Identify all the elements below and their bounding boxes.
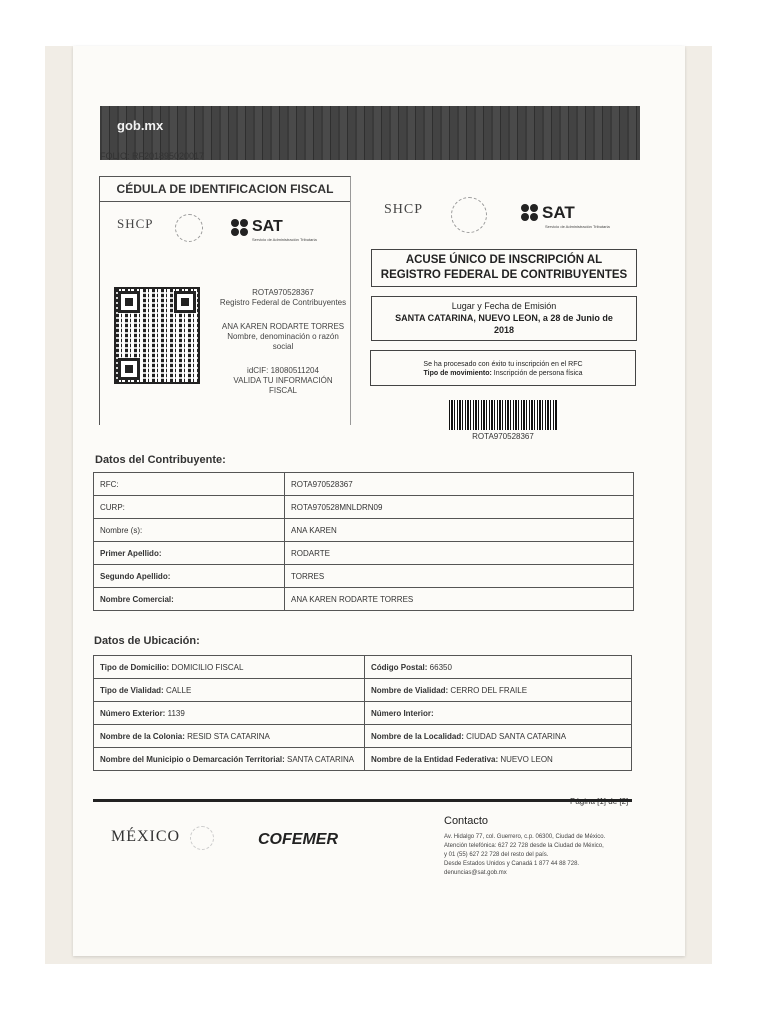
right-cell (365, 702, 632, 725)
ubicacion-table (93, 655, 632, 771)
acuse-title-line-1: ACUSE ÚNICO DE INSCRIPCIÓN AL (405, 254, 603, 266)
acuse-sat-logo-text: SAT (542, 203, 575, 222)
table-row (94, 748, 632, 771)
contact-phone-national: y 01 (55) 627 22 728 del resto del país. (444, 852, 549, 858)
cell-label: Número Interior: (371, 708, 434, 718)
table-row (94, 725, 632, 748)
cedula-name-label: Nombre, denominación o razón (227, 332, 339, 341)
cell-value: SANTA CATARINA (284, 754, 355, 764)
acuse-sat-subtitle: Servicio de Administración Tributaria (545, 224, 610, 229)
shcp-logo: SHCP (117, 216, 154, 231)
acuse-shcp-logo: SHCP (384, 202, 424, 217)
footer-divider (93, 799, 632, 802)
table-row (94, 542, 634, 565)
sat-logo-text: SAT (252, 218, 283, 235)
cofemer-logo: COFEMER (258, 831, 338, 848)
cedula-name-label-2: social (272, 342, 294, 351)
contact-phone-usa: Desde Estados Unidos y Canadá 1 877 44 88 728. (444, 861, 580, 867)
cedula-name: ANA KAREN RODARTE TORRES (221, 322, 345, 331)
row-label: Primer Apellido: (94, 542, 285, 565)
cell-value: DOMICILIO FISCAL (169, 662, 244, 672)
movimiento-value: Inscripción de persona física (491, 370, 583, 377)
national-seal-icon (175, 214, 203, 242)
left-cell (94, 702, 365, 725)
cell-label: Código Postal: (371, 662, 428, 672)
cell-value: CIUDAD SANTA CATARINA (463, 731, 567, 741)
cell-label: Nombre del Municipio o Demarcación Territorial: (100, 754, 285, 764)
contact-email: denuncias@sat.gob.mx (444, 870, 507, 876)
table-row (94, 473, 634, 496)
left-cell (94, 748, 365, 771)
table-row (94, 679, 632, 702)
row-label: RFC: (94, 473, 285, 496)
row-value: ROTA970528367 (285, 473, 634, 496)
cell-label: Nombre de la Colonia: (100, 731, 185, 741)
row-value: ANA KAREN (285, 519, 634, 542)
sat-subtitle: Servicio de Administración Tributaria (252, 237, 317, 242)
row-value: ANA KAREN RODARTE TORRES (285, 588, 634, 611)
row-value: TORRES (285, 565, 634, 588)
table-row (94, 565, 634, 588)
cedula-idcif: idCIF: 18080511204 (247, 366, 319, 375)
contacto-title: Contacto (444, 815, 489, 827)
emision-box (371, 296, 637, 341)
barcode-text: ROTA970528367 (472, 432, 534, 441)
movimiento-label: Tipo de movimiento: (423, 370, 492, 377)
folio-number: FOLIO: RF201895020017 (100, 151, 205, 161)
cell-label: Tipo de Domicilio: (100, 662, 170, 672)
right-cell (365, 725, 632, 748)
cedula-rfc: ROTA970528367 (252, 288, 314, 297)
cell-label: Nombre de la Entidad Federativa: (371, 754, 499, 764)
acuse-title-line-2: REGISTRO FEDERAL DE CONTRIBUYENTES (380, 269, 628, 281)
acuse-title-box (371, 249, 637, 287)
cell-label: Tipo de Vialidad: (100, 685, 164, 695)
contact-address: Av. Hidalgo 77, col. Guerrero, c.p. 06300, Ciudad de México. (444, 834, 606, 840)
emision-place-date: SANTA CATARINA, NUEVO LEON, a 28 de Junio de (395, 313, 613, 323)
success-message: Se ha procesado con éxito tu inscripción en el RFC (423, 361, 583, 368)
footer-seal-icon (190, 826, 214, 850)
row-label: Nombre (s): (94, 519, 285, 542)
cedula-valida: VALIDA TU INFORMACIÓN (233, 376, 333, 385)
emision-year: 2018 (493, 325, 515, 335)
left-cell (94, 725, 365, 748)
table-row (94, 702, 632, 725)
cell-value: 66350 (427, 662, 452, 672)
table-row (94, 588, 634, 611)
table-row (94, 656, 632, 679)
cell-value: RESID STA CATARINA (184, 731, 270, 741)
right-cell (365, 679, 632, 702)
cell-value: CERRO DEL FRAILE (448, 685, 528, 695)
cell-label: Nombre de Vialidad: (371, 685, 449, 695)
row-value: RODARTE (285, 542, 634, 565)
right-cell (365, 656, 632, 679)
gobmx-logo-text: gob.mx (117, 118, 164, 133)
acuse-national-seal-icon (451, 197, 487, 233)
rfc-barcode (449, 400, 557, 430)
contribuyente-table (93, 472, 634, 611)
message-box (370, 350, 636, 386)
cedula-rfc-label: Registro Federal de Contribuyentes (219, 298, 347, 307)
left-cell (94, 679, 365, 702)
cell-label: Número Exterior: (100, 708, 166, 718)
cedula-title: CÉDULA DE IDENTIFICACION FISCAL (100, 177, 350, 202)
left-cell (94, 656, 365, 679)
mexico-logo: MÉXICO (111, 828, 181, 845)
cedula-valida-2: FISCAL (268, 386, 297, 395)
contribuyente-section-title: Datos del Contribuyente: (95, 454, 226, 466)
cell-label: Nombre de la Localidad: (371, 731, 464, 741)
right-cell (365, 748, 632, 771)
cell-value: NUEVO LEON (498, 754, 553, 764)
cell-value: 1139 (165, 708, 185, 718)
contact-phone: Atención telefónica: 627 22 728 desde la Ciudad de México, (444, 843, 604, 849)
row-label: CURP: (94, 496, 285, 519)
ubicacion-section-title: Datos de Ubicación: (94, 635, 200, 647)
row-label: Nombre Comercial: (94, 588, 285, 611)
cell-value: CALLE (163, 685, 192, 695)
emision-label: Lugar y Fecha de Emisión (451, 301, 557, 311)
row-label: Segundo Apellido: (94, 565, 285, 588)
qr-code (114, 287, 200, 384)
table-row (94, 519, 634, 542)
row-value: ROTA970528MNLDRN09 (285, 496, 634, 519)
table-row (94, 496, 634, 519)
